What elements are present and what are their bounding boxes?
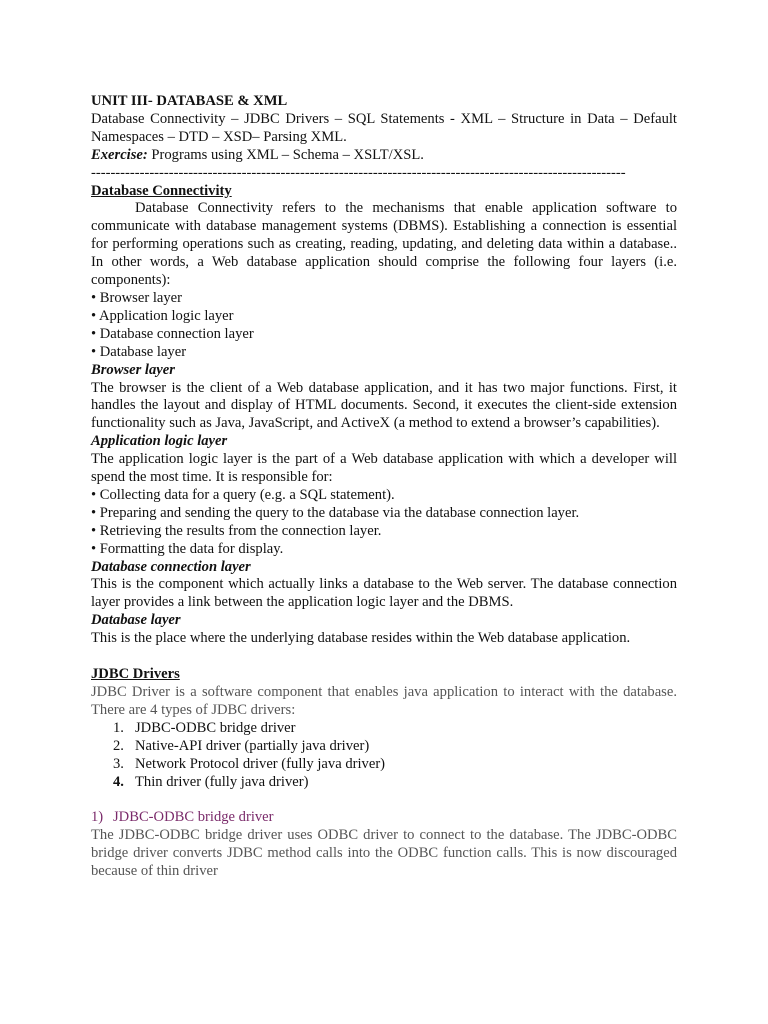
list-item: [91, 738, 677, 756]
database-connection-text: This is the component which actually links a database to the Web server. The database connection layer provides a link between the application logic layer and the DBMS.: [91, 576, 677, 611]
jdbc-odbc-bridge-text: The JDBC-ODBC bridge driver uses ODBC driver to connect to the database. The JDBC-ODBC bridge driver converts JDBC method calls into the ODBC function calls. This is now discouraged because of thin driver: [91, 827, 677, 880]
subheading-database-layer: Database layer: [91, 612, 181, 629]
divider-line: --------------------------------------------------------------------------------------------------------------: [91, 164, 626, 181]
list-item: • Collecting data for a query (e.g. a SQL statement).: [91, 486, 395, 503]
subheading-browser-layer: Browser layer: [91, 361, 175, 378]
list-number: 2.: [113, 737, 124, 754]
subheading-application-logic-layer: Application logic layer: [91, 433, 228, 450]
application-logic-text: The application logic layer is the part of a Web database application with which a developer will spend the most time. It is responsible for:: [91, 451, 677, 486]
list-item: • Retrieving the results from the connection layer.: [91, 522, 382, 539]
paragraph-spacer: [91, 648, 677, 666]
list-item: [91, 774, 677, 792]
list-number: 4.: [113, 773, 124, 790]
exercise-line: [91, 147, 677, 165]
layers-list: [91, 290, 677, 362]
list-label: JDBC-ODBC bridge driver: [135, 719, 296, 736]
list-item: • Preparing and sending the query to the database via the database connection layer.: [91, 504, 580, 521]
subheading-database-connection-layer: Database connection layer: [91, 558, 251, 575]
list-item: • Formatting the data for display.: [91, 540, 284, 557]
subheading-jdbc-odbc-bridge: [91, 809, 677, 827]
section-heading-jdbc-drivers: JDBC Drivers: [91, 666, 180, 683]
list-item: [91, 756, 677, 774]
subheading-label: JDBC-ODBC bridge driver: [113, 809, 274, 826]
list-item: • Database connection layer: [91, 325, 254, 342]
list-item: • Database layer: [91, 343, 187, 360]
section-heading-database-connectivity: Database Connectivity: [91, 182, 232, 199]
list-item: [91, 720, 677, 738]
db-connectivity-intro: Database Connectivity refers to the mechanisms that enable application software to communicate with database management systems (DBMS). Establishing a connection is essential for performing operations such as creating, reading, updating, and deleting data within a database.. In other words, a Web database application should comprise the following four layers (i.e. components):: [91, 200, 677, 289]
list-item: • Application logic layer: [91, 307, 234, 324]
list-item: • Browser layer: [91, 289, 183, 306]
list-label: Native-API driver (partially java driver): [135, 737, 370, 754]
list-label: Network Protocol driver (fully java driver): [135, 755, 386, 772]
list-label: Thin driver (fully java driver): [135, 773, 309, 790]
unit-topics: Database Connectivity – JDBC Drivers – SQL Statements - XML – Structure in Data – Default Namespaces – DTD – XSD– Parsing XML.: [91, 110, 677, 145]
jdbc-intro: JDBC Driver is a software component that enables java application to interact with the database. There are 4 types of JDBC drivers:: [91, 684, 677, 718]
document-page: [91, 93, 677, 881]
jdbc-driver-list: [91, 720, 677, 792]
list-number: 1.: [113, 719, 124, 736]
database-layer-text: This is the place where the underlying database resides within the Web database application.: [91, 630, 631, 647]
exercise-label: Exercise:: [91, 146, 148, 163]
unit-title: UNIT III- DATABASE & XML: [91, 93, 288, 109]
browser-layer-text: The browser is the client of a Web database application, and it has two major functions. First, it handles the layout and display of HTML documents. Second, it executes the client-side extension functionality such as Java, JavaScript, and ActiveX (a method to extend a browser’s capabilities).: [91, 379, 677, 432]
subheading-number: 1): [91, 809, 104, 826]
list-number: 3.: [113, 755, 124, 772]
exercise-text: Programs using XML – Schema – XSLT/XSL.: [147, 146, 424, 163]
application-logic-list: [91, 487, 677, 559]
